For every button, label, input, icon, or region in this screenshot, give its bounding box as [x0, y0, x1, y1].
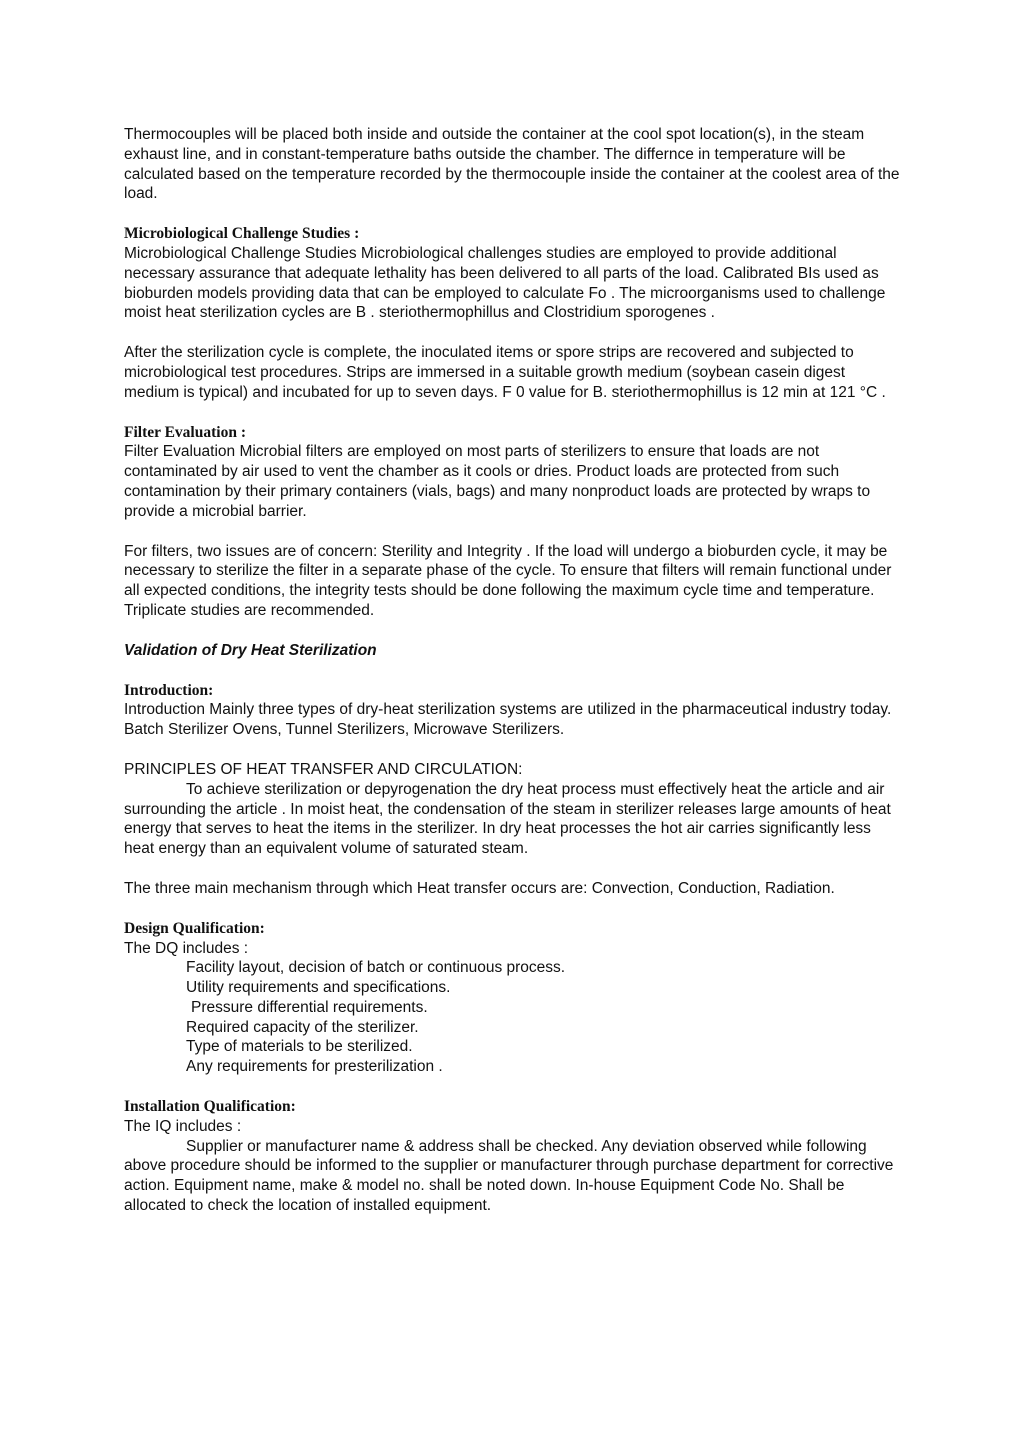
dry-heat-section-title: Validation of Dry Heat Sterilization — [124, 641, 377, 659]
spacer — [124, 204, 904, 224]
list-item: Required capacity of the sterilizer. — [186, 1018, 419, 1036]
spacer — [124, 661, 904, 681]
spacer — [124, 1077, 904, 1097]
document-page — [124, 125, 904, 1216]
spacer — [124, 899, 904, 919]
microbiological-paragraph-2: After the sterilization cycle is complete, the inoculated items or spore strips are recovered and subjected to microbiological test procedures. Strips are immersed in a suitable growth medium (soybean casein digest medium is typical) and incubated for up to seven days. F 0 value for B. steriothermophillus is 12 min at 121 °C . — [124, 344, 886, 401]
spacer — [124, 403, 904, 423]
list-item: Utility requirements and specifications. — [186, 979, 451, 997]
spacer — [124, 522, 904, 542]
microbiological-heading: Microbiological Challenge Studies : — [124, 225, 360, 243]
spacer — [124, 323, 904, 343]
introduction-paragraph: Introduction Mainly three types of dry-heat sterilization systems are utilized in the pharmaceutical industry today. Batch Sterilizer Ovens, Tunnel Sterilizers, Microwave Sterilizers. — [124, 701, 892, 739]
filter-heading: Filter Evaluation : — [124, 423, 246, 441]
introduction-heading: Introduction: — [124, 681, 214, 699]
principles-paragraph: To achieve sterilization or depyrogenation the dry heat process must effectively heat the article and air surrounding the article . In moist heat, the condensation of the steam in sterilizer releases large amounts of heat energy that serves to heat the items in the sterilizer. In dry heat processes the hot air carries significantly less heat energy than an equivalent volume of saturated steam. — [124, 780, 891, 858]
filter-paragraph-1: Filter Evaluation Microbial filters are employed on most parts of sterilizers to ensure that loads are not contaminated by air used to vent the chamber as it cools or dries. Product loads are protected from such contamination by their primary containers (vials, bags) and many nonproduct loads are protected by wraps to provide a microbial barrier. — [124, 443, 871, 520]
dq-lead: The DQ includes : — [124, 939, 249, 957]
microbiological-paragraph-1: Microbiological Challenge Studies Microbiological challenges studies are employed to provide additional necessary assurance that adequate lethality has been delivered to all parts of the load. Calibrated BIs used as bioburden models providing data that can be employed to calculate Fo . The microorganisms used to challenge moist heat sterilization cycles are B . steriothermophillus and Clostridium sporogenes . — [124, 244, 886, 322]
principles-heading: PRINCIPLES OF HEAT TRANSFER AND CIRCULATION: — [124, 760, 523, 778]
spacer — [124, 859, 904, 879]
filter-paragraph-2: For filters, two issues are of concern: Sterility and Integrity . If the load will undergo a bioburden cycle, it may be necessary to sterilize the filter in a separate phase of the cycle. To ensure that filters will remain functional under all expected conditions, the integrity tests should be done following the maximum cycle time and temperature. Triplicate studies are recommended. — [124, 542, 892, 619]
design-qualification-heading: Design Qualification: — [124, 919, 265, 937]
installation-qualification-heading: Installation Qualification: — [124, 1098, 296, 1116]
thermocouple-paragraph: Thermocouples will be placed both inside and outside the container at the cool spot location(s), in the steam exhaust line, and in constant-temperature baths outside the chamber. The differnce in temperature will be calculated based on the temperature recorded by the thermocouple inside the container at the coolest area of the load. — [124, 126, 900, 203]
list-item: Facility layout, decision of batch or continuous process. — [186, 959, 566, 977]
iq-lead: The IQ includes : — [124, 1117, 242, 1135]
list-item: Any requirements for presterilization . — [186, 1058, 443, 1076]
mechanism-paragraph: The three main mechanism through which Heat transfer occurs are: Convection, Conduction, Radiation. — [124, 879, 835, 897]
dq-list — [124, 958, 904, 1077]
list-item: Type of materials to be sterilized. — [186, 1038, 413, 1056]
iq-paragraph: Supplier or manufacturer name & address shall be checked. Any deviation observed while following above procedure should be informed to the supplier or manufacturer through purchase department for corrective action. Equipment name, make & model no. shall be noted down. In-house Equipment Code No. Shall be allocated to check the location of installed equipment. — [124, 1137, 894, 1215]
spacer — [124, 740, 904, 760]
spacer — [124, 621, 904, 641]
list-item: Pressure differential requirements. — [191, 998, 428, 1016]
